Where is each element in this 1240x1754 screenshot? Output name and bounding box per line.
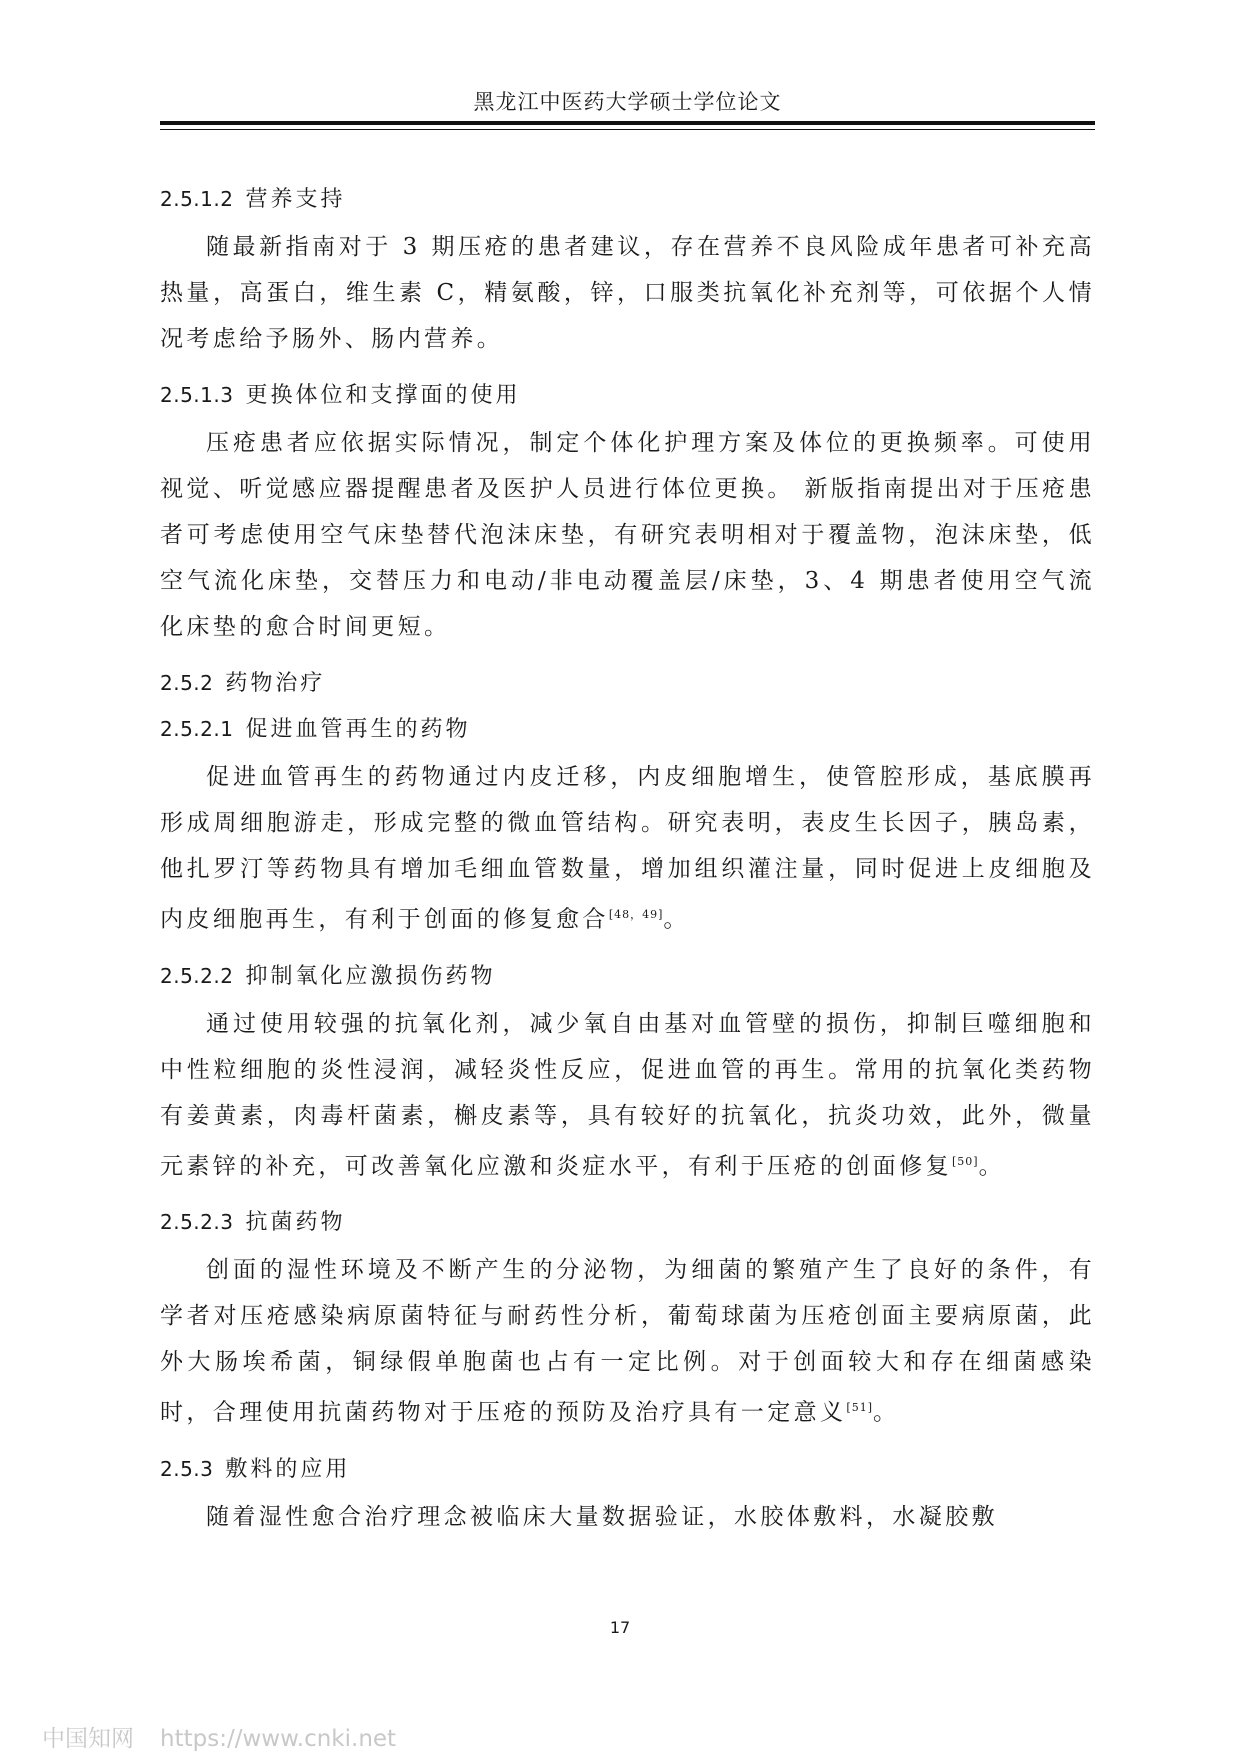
- citation-ref: [51]: [846, 1401, 873, 1415]
- paragraph: [160, 420, 1095, 650]
- section-heading: [160, 1209, 1095, 1235]
- paragraph-text: 随最新指南对于 3 期压疮的患者建议，存在营养不良风险成年患者可补充高热量，高蛋白，维生素 C，精氨酸，锌，口服类抗氧化补充剂等，可依据个人情况考虑给予肠外、肠内营养。: [160, 234, 1095, 352]
- section-number: 2.5.2.3: [160, 1210, 234, 1235]
- section-title: 营养支持: [245, 187, 346, 212]
- page-number: 17: [609, 1618, 631, 1637]
- section-title: 促进血管再生的药物: [245, 717, 471, 742]
- body-text: [160, 186, 1095, 1560]
- watermark: [42, 1720, 396, 1753]
- section-title: 药物治疗: [225, 671, 326, 696]
- paragraph-text: 随着湿性愈合治疗理念被临床大量数据验证，水胶体敷料，水凝胶敷: [206, 1503, 998, 1530]
- citation-ref: [48，49]: [608, 908, 664, 921]
- section-heading: [160, 963, 1095, 989]
- citation-ref: [50]: [952, 1154, 979, 1168]
- paragraph-end-punct: 。: [873, 1399, 900, 1426]
- paragraph: [160, 1001, 1095, 1190]
- section-title: 抑制氧化应激损伤药物: [245, 963, 496, 989]
- section-heading: [160, 716, 1095, 742]
- section-number: 2.5.2.2: [160, 963, 234, 988]
- paragraph-text: 通过使用较强的抗氧化剂，减少氧自由基对血管壁的损伤，抑制巨噬细胞和中性粒细胞的炎性浸润，减轻炎性反应，促进血管的再生。常用的抗氧化类药物有姜黄素，肉毒杆菌素，槲皮素等，具有较好的抗氧化，抗炎功效，此外，微量元素锌的补充，可改善氧化应激和炎症水平，有利于压疮的创面修复: [160, 1010, 1095, 1180]
- section-number: 2.5.3: [160, 1456, 214, 1481]
- header-rule-thin: [160, 129, 1095, 130]
- section-title: 抗菌药物: [245, 1210, 346, 1236]
- paragraph-end-punct: 。: [978, 1153, 1005, 1180]
- paragraph: [160, 1247, 1095, 1436]
- section-number: 2.5.2.1: [160, 717, 234, 741]
- paragraph: [160, 754, 1095, 943]
- running-header: 黑龙江中医药大学硕士学位论文: [473, 90, 782, 114]
- paragraph-text: 创面的湿性环境及不断产生的分泌物，为细菌的繁殖产生了良好的条件，有学者对压疮感染病原菌特征与耐药性分析，葡萄球菌为压疮创面主要病原菌，此外大肠埃希菌，铜绿假单胞菌也占有一定比例。对于创面较大和存在细菌感染时，合理使用抗菌药物对于压疮的预防及治疗具有一定意义: [160, 1257, 1095, 1426]
- watermark-site: 中国知网: [42, 1726, 134, 1752]
- section-number: 2.5.1.2: [160, 187, 234, 211]
- paragraph-text: 促进血管再生的药物通过内皮迁移，内皮细胞增生，使管腔形成，基底膜再形成周细胞游走，形成完整的微血管结构。研究表明，表皮生长因子，胰岛素，他扎罗汀等药物具有增加毛细血管数量，增加组织灌注量，同时促进上皮细胞及内皮细胞再生，有利于创面的修复愈合: [160, 764, 1095, 933]
- paragraph: [160, 224, 1095, 362]
- section-number: 2.5.1.3: [160, 383, 234, 407]
- paragraph: [160, 1494, 1095, 1540]
- section-number: 2.5.2: [160, 671, 214, 695]
- watermark-url: https://www.cnki.net: [160, 1726, 397, 1752]
- section-heading: [160, 382, 1095, 408]
- section-title: 更换体位和支撑面的使用: [245, 383, 521, 408]
- section-heading: [160, 670, 1095, 696]
- paragraph-end-punct: 。: [663, 906, 690, 933]
- section-title: 敷料的应用: [225, 1456, 351, 1482]
- section-heading: [160, 1456, 1095, 1482]
- paragraph-text: 压疮患者应依据实际情况，制定个体化护理方案及体位的更换频率。可使用视觉、听觉感应器提醒患者及医护人员进行体位更换。 新版指南提出对于压疮患者可考虑使用空气床垫替代泡沫床垫，有研究表明相对于覆盖物，泡沫床垫，低空气流化床垫，交替压力和电动/非电动覆盖层/床垫，3、4 期患者使用空气流化床垫的愈合时间更短。: [160, 430, 1095, 640]
- section-heading: [160, 186, 1095, 212]
- header-rule-thick: [160, 121, 1095, 125]
